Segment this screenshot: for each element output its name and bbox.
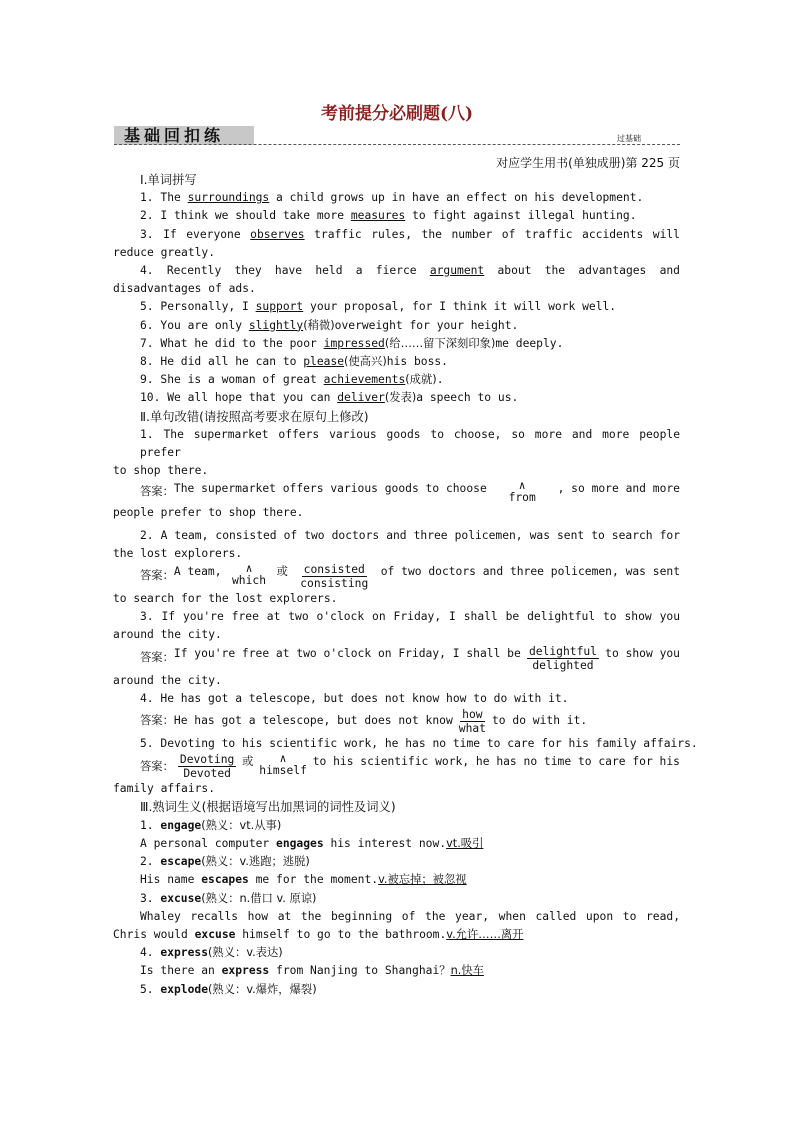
vocab-sentence-2: His name escapes me for the moment.v.被忘掉；被忽视 (140, 873, 467, 887)
header-divider (114, 144, 680, 145)
answer-2-cont: to search for the lost explorers. (113, 592, 338, 606)
page-title: 考前提分必刷题(八) (320, 104, 474, 124)
vocab-item-3: 3. excuse(熟义：n.借口 v. 原谅) (140, 891, 317, 905)
answer-4: 答案： He has got a telescope, but does not know how what to do with it. (140, 708, 588, 736)
section-tag: 过基础 (617, 134, 641, 143)
answer-label: 答案： (140, 759, 174, 773)
answer-label: 答案： (140, 651, 174, 665)
section-heading-spelling: Ⅰ.单词拼写 (140, 173, 197, 187)
answer-label: 答案： (140, 569, 174, 583)
book-reference: 对应学生用书(单独成册)第 225 页 (496, 156, 680, 170)
section-heading-vocab: Ⅲ.熟词生义(根据语境写出加黑词的词性及词义) (140, 800, 396, 815)
vocab-sentence-3-cont: Chris would excuse himself to go to the bathroom.v.允许……离开 (113, 927, 524, 941)
vocab-item-5: 5. explode(熟义：v.爆炸，爆裂) (140, 982, 317, 996)
vocab-sentence-4: Is there an express from Nanjing to Shanghai？n.快车 (140, 964, 484, 978)
correction-item-3: 3. If you're free at two o'clock on Friday, I shall be delightful to show you (140, 610, 680, 624)
correction-item-3-cont: around the city. (113, 628, 222, 642)
answer-3-cont: around the city. (113, 673, 222, 687)
exercise-content (113, 171, 698, 999)
spelling-item-1: 1. The surroundings a child grows up in have an effect on his development. (140, 191, 644, 205)
spelling-item-7: 7. What he did to the poor impressed(给……留下深刻印象)me deeply. (140, 336, 564, 350)
spelling-item-2: 2. I think we should take more measures to fight against illegal hunting. (140, 209, 637, 223)
spelling-item-3: 3. If everyone observes traffic rules, the number of traffic accidents will (140, 227, 680, 241)
answer-1: 答案： The supermarket offers various goods to choose ∧ from , so more and more (140, 479, 680, 505)
vocab-sentence-3: Whaley recalls how at the beginning of the year, when called upon to read, (140, 909, 680, 923)
replacement: how what (458, 708, 486, 736)
correction-item-4: 4. He has got a telescope, but does not know how to do with it. (140, 691, 569, 705)
answer-2: 答案： A team, ∧ which 或 consisted consisting of two doctors and three policemen, was sent (140, 562, 680, 591)
spelling-item-10: 10. We all hope that you can deliver(发表)a speech to us. (140, 391, 519, 405)
answer-5: 答案： Devoting Devoted 或 ∧ himself to his scientific work, he has no time to care for his (140, 752, 680, 781)
spelling-item-8: 8. He did all he can to please(使高兴)his boss. (140, 355, 448, 369)
correction-item-2-cont: the lost explorers. (113, 546, 243, 560)
correction-item-1: 1. The supermarket offers various goods to choose, so more and more people prefer (140, 427, 680, 460)
spelling-item-3-cont: reduce greatly. (113, 245, 216, 259)
answer-label: 答案： (140, 485, 174, 499)
section-banner: 基础回扣练 (114, 126, 254, 145)
answer-3: 答案： If you're free at two o'clock on Friday, I shall be delightful delighted to show you (140, 644, 680, 672)
spelling-item-4: 4. Recently they have held a fierce argument about the advantages and (140, 264, 680, 278)
vocab-sentence-1: A personal computer engages his interest now.vt.吸引 (140, 836, 484, 850)
correction-item-1-cont: to shop there. (113, 464, 209, 478)
answer-5-cont: family affairs. (113, 782, 216, 796)
insert-mark: ∧ himself (259, 752, 307, 778)
spelling-item-4-cont: disadvantages of ads. (113, 282, 256, 296)
insert-mark: ∧ which (231, 562, 266, 588)
replacement: delightful delighted (528, 644, 597, 672)
answer-label: 答案： (140, 714, 174, 728)
correction-item-2: 2. A team, consisted of two doctors and three policemen, was sent to search for (140, 528, 680, 542)
spelling-item-5: 5. Personally, I support your proposal, for I think it will work well. (140, 300, 617, 314)
vocab-item-4: 4. express(熟义：v.表达) (140, 946, 283, 960)
insert-mark: ∧ from (508, 479, 536, 505)
section-heading-correction: Ⅱ.单句改错(请按照高考要求在原句上修改) (140, 409, 369, 424)
spelling-item-9: 9. She is a woman of great achievements(成就). (140, 373, 444, 387)
answer-1-cont: people prefer to shop there. (113, 506, 304, 520)
replacement: Devoting Devoted (179, 753, 235, 781)
correction-item-5: 5. Devoting to his scientific work, he has no time to care for his family affairs. (140, 737, 698, 751)
vocab-item-2: 2. escape(熟义：v.逃跑；逃脱) (140, 855, 310, 869)
spelling-item-6: 6. You are only slightly(稍微)overweight for your height. (140, 318, 519, 332)
replacement: consisted consisting (300, 563, 369, 591)
vocab-item-1: 1. engage(熟义：vt.从事) (140, 818, 282, 832)
